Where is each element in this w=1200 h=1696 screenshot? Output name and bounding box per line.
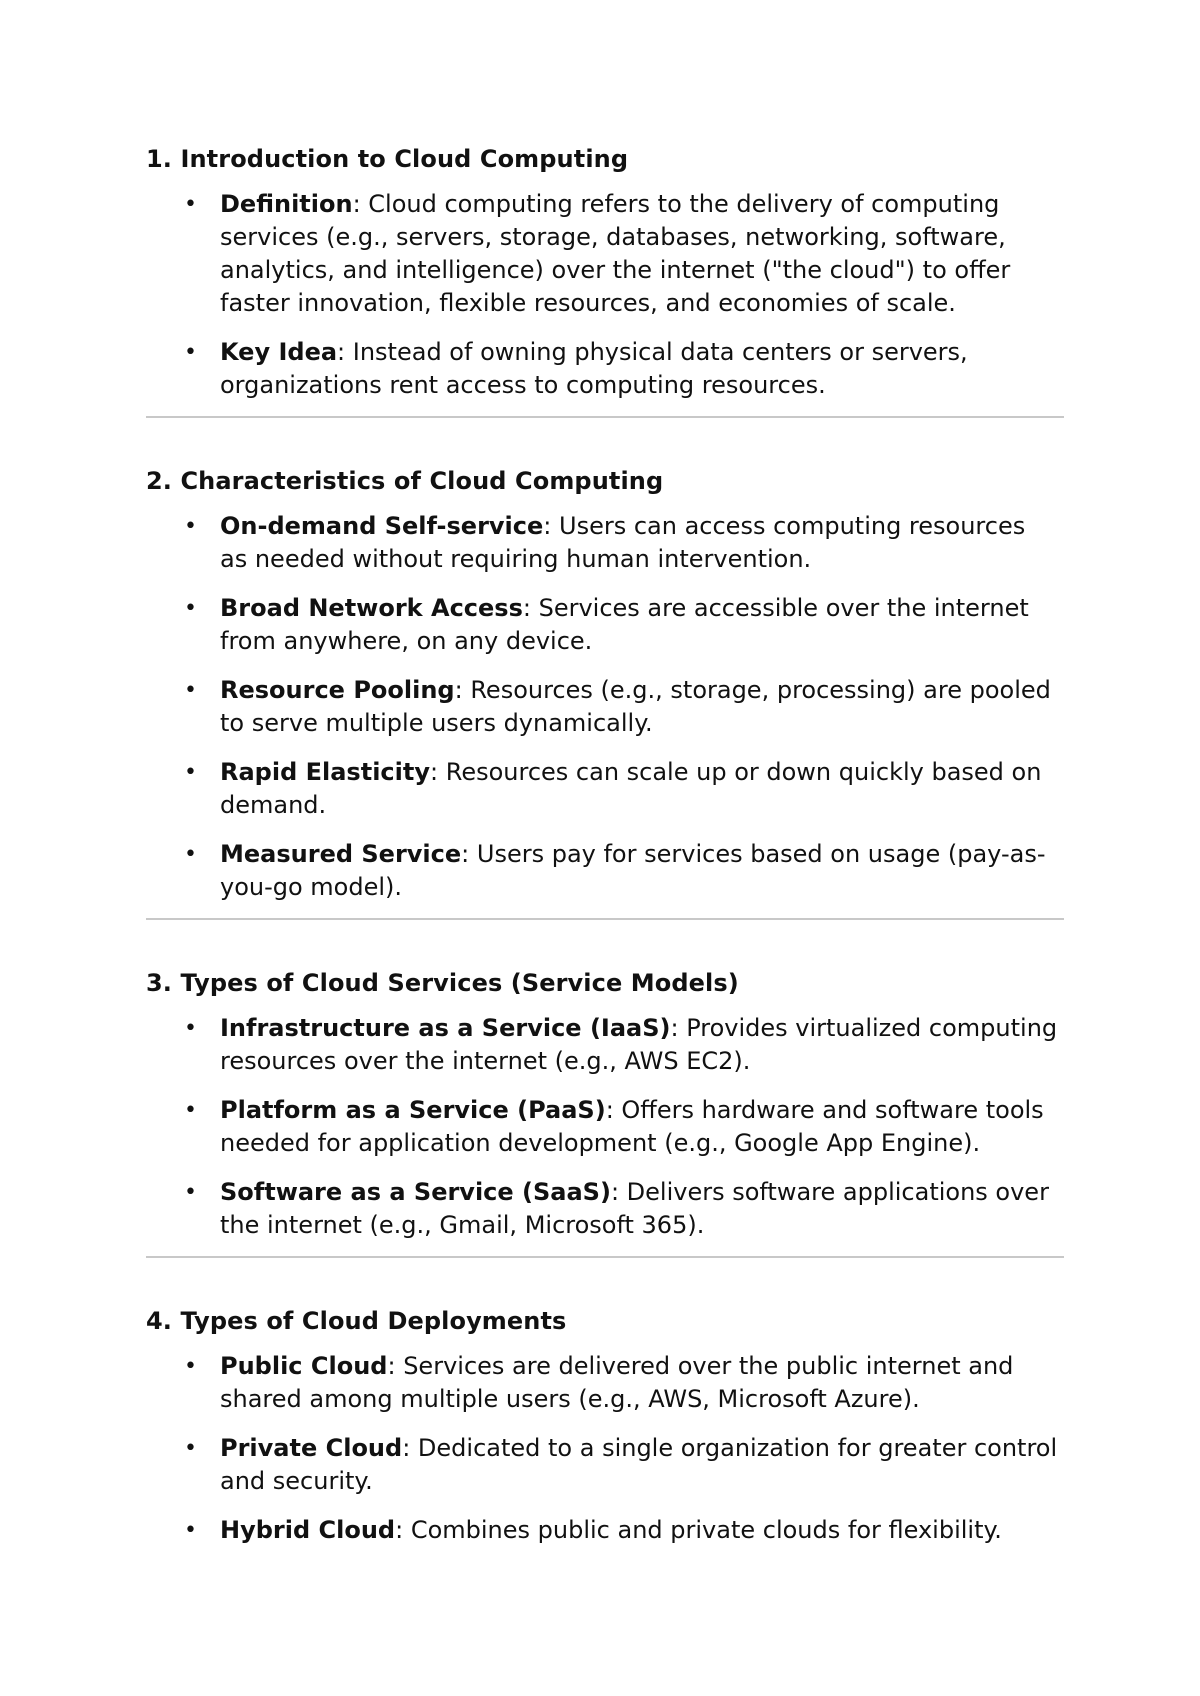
bullet-icon: • [184,340,197,365]
section-service-models [146,966,1064,1242]
list-item [146,1176,1064,1242]
bullet-icon: • [184,760,197,785]
item-term: Definition [220,190,353,218]
item-text: : Provides virtualized computing resources over the internet (e.g., AWS EC2). [220,1014,1058,1075]
section-divider [146,416,1064,418]
bullet-icon: • [184,192,197,217]
list-item [146,1514,1064,1547]
bullet-icon: • [184,678,197,703]
bullet-icon: • [184,1436,197,1461]
bullet-icon: • [184,514,197,539]
bullet-icon: • [184,1518,197,1543]
bullet-list [146,188,1064,402]
bullet-icon: • [184,1098,197,1123]
item-term: Key Idea [220,338,338,366]
item-term: Measured Service [220,840,462,868]
list-item [146,1432,1064,1498]
bullet-list [146,1012,1064,1242]
item-term: Rapid Elasticity [220,758,430,786]
section-title: 3. Types of Cloud Services (Service Models) [146,969,739,997]
document-page [146,142,1064,1547]
list-item [146,188,1064,320]
bullet-icon: • [184,842,197,867]
list-item [146,1012,1064,1078]
item-text: : Combines public and private clouds for flexibility. [395,1516,1002,1544]
item-text: : Resources can scale up or down quickly based on demand. [220,758,1042,819]
section-divider [146,918,1064,920]
item-term: Resource Pooling [220,676,455,704]
section-title: 2. Characteristics of Cloud Computing [146,467,664,495]
section-title: 1. Introduction to Cloud Computing [146,145,629,173]
item-text: : Services are delivered over the public internet and shared among multiple users (e.g., AWS, Microsoft Azure). [220,1352,1014,1413]
bullet-icon: • [184,1180,197,1205]
item-term: Platform as a Service (PaaS) [220,1096,606,1124]
list-item [146,674,1064,740]
item-text: : Services are accessible over the internet from anywhere, on any device. [220,594,1029,655]
item-text: : Users can access computing resources as needed without requiring human intervention. [220,512,1026,573]
list-item [146,1350,1064,1416]
bullet-icon: • [184,1354,197,1379]
list-item [146,592,1064,658]
item-term: Public Cloud [220,1352,388,1380]
item-term: Hybrid Cloud [220,1516,396,1544]
section-introduction [146,142,1064,402]
bullet-icon: • [184,1016,197,1041]
item-term: On-demand Self-service [220,512,544,540]
item-text: : Offers hardware and software tools needed for application development (e.g., Google App Engine). [220,1096,1044,1157]
list-item [146,1094,1064,1160]
section-title: 4. Types of Cloud Deployments [146,1307,567,1335]
bullet-icon: • [184,596,197,621]
item-text: : Dedicated to a single organization for greater control and security. [220,1434,1058,1495]
item-term: Infrastructure as a Service (IaaS) [220,1014,671,1042]
item-term: Software as a Service (SaaS) [220,1178,611,1206]
list-item [146,510,1064,576]
item-text: : Resources (e.g., storage, processing) are pooled to serve multiple users dynamically. [220,676,1051,737]
section-deployments [146,1304,1064,1547]
bullet-list [146,1350,1064,1547]
item-text: : Instead of owning physical data centers or servers, organizations rent access to computing resources. [220,338,968,399]
section-divider [146,1256,1064,1258]
section-characteristics [146,464,1064,904]
item-text: : Cloud computing refers to the delivery of computing services (e.g., servers, storage, databases, networking, software, analytics, and intelligence) over the internet ("the cloud") to offer faster innovation, flexible resources, and economies of scale. [220,190,1011,317]
item-term: Private Cloud [220,1434,403,1462]
list-item [146,336,1064,402]
list-item [146,756,1064,822]
bullet-list [146,510,1064,904]
item-text: : Users pay for services based on usage (pay-as-you-go model). [220,840,1046,901]
item-text: : Delivers software applications over the internet (e.g., Gmail, Microsoft 365). [220,1178,1049,1239]
list-item [146,838,1064,904]
item-term: Broad Network Access [220,594,523,622]
